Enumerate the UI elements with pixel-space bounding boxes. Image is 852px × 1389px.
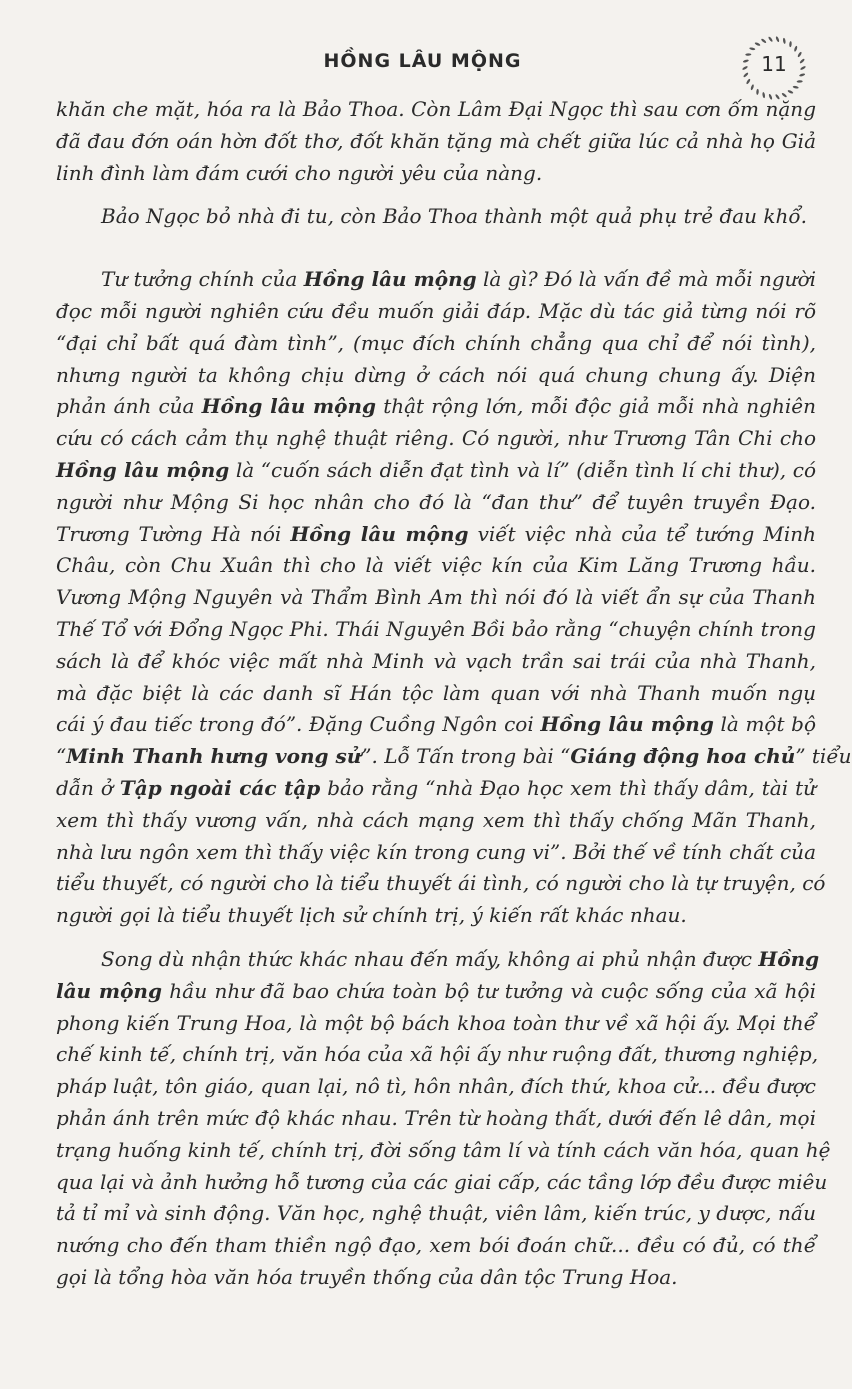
page-header	[0, 40, 845, 80]
paragraph-4	[56, 944, 831, 1294]
text-line: Vương Mộng Nguyên và Thẩm Bình Am thì nói đó là viết ẩn sự của Thanh	[56, 585, 816, 610]
book-title: Hồng lâu mộng	[290, 521, 469, 546]
text-line: “Minh Thanh hưng vong sử”. Lỗ Tấn trong bài “Giáng động hoa chủ” tiểu	[56, 744, 852, 769]
text-line: Trương Tường Hà nói Hồng lâu mộng viết việc nhà của tể tướng Minh	[56, 521, 816, 546]
book-title: Hồng lâu mộng	[540, 712, 714, 737]
book-title: Hồng lâu mộng	[303, 267, 477, 292]
text-line: người gọi là tiểu thuyết lịch sử chính trị, ý kiến rất khác nhau.	[56, 903, 687, 928]
paragraph-1	[56, 94, 816, 189]
text-line: đọc mỗi người nghiên cứu đều muốn giải đáp. Mặc dù tác giả từng nói rõ	[56, 298, 816, 323]
book-title: Hồng lâu mộng	[201, 394, 377, 419]
text-line: chế kinh tế, chính trị, văn hóa của xã hội ấy như ruộng đất, thương nghiệp,	[56, 1042, 819, 1067]
wreath-leaf	[761, 38, 767, 44]
text-line: nướng cho đến tham thiền ngộ đạo, xem bói đoán chữ... đều có đủ, có thể	[56, 1233, 816, 1258]
wreath-leaf	[797, 80, 803, 83]
text-line: người như Mộng Si học nhân cho đó là “đan thư” để tuyên truyền Đạo.	[56, 489, 816, 514]
text-line: Bảo Ngọc bỏ nhà đi tu, còn Bảo Thoa thành một quả phụ trẻ đau khổ.	[101, 204, 807, 229]
text-line: gọi là tổng hòa văn hóa truyền thống của dân tộc Trung Hoa.	[56, 1264, 678, 1289]
text-line: Thế Tổ với Đổng Ngọc Phi. Thái Nguyên Bồi bảo rằng “chuyện chính trong	[56, 616, 816, 641]
text-line: nhà lưu ngôn xem thì thấy việc kín trong cung vi”. Bởi thế về tính chất của	[56, 839, 816, 864]
body-text	[56, 94, 852, 1294]
wreath-leaf	[775, 36, 780, 42]
text-line: Song dù nhận thức khác nhau đến mấy, không ai phủ nhận được Hồng	[101, 946, 820, 971]
text-line: nhưng người ta không chịu dừng ở cách nói quá chung chung ấy. Diện	[56, 362, 816, 387]
book-title: Minh Thanh hưng vong sử	[66, 744, 362, 769]
text-line: tả tỉ mỉ và sinh động. Văn học, nghệ thuật, viên lâm, kiến trúc, y dược, nấu	[56, 1201, 816, 1226]
wreath-leaf	[754, 42, 760, 47]
wreath-leaf	[783, 38, 786, 44]
paragraph-3	[56, 264, 852, 932]
wreath-leaf	[789, 41, 792, 47]
text-line: phản ánh của Hồng lâu mộng thật rộng lớn, mỗi độc giả mỗi nhà nghiên	[56, 394, 816, 419]
text-line: phong kiến Trung Hoa, là một bộ bách khoa toàn thư về xã hội ấy. Mọi thể	[56, 1010, 816, 1035]
book-title: Giáng động hoa chủ	[570, 744, 796, 769]
text-line: cái ý đau tiếc trong đó”. Đặng Cuồng Ngôn coi Hồng lâu mộng là một bộ	[56, 712, 817, 737]
page-number: 11	[761, 52, 787, 76]
wreath-leaf	[746, 78, 751, 84]
paragraph-2	[56, 201, 816, 233]
wreath-leaf	[793, 85, 799, 89]
text-line: pháp luật, tôn giáo, quan lại, nô tì, hôn nhân, đích thứ, khoa cử... đều được	[56, 1074, 816, 1099]
running-title: HỒNG LÂU MỘNG	[323, 50, 522, 72]
book-title: Tập ngoài các tập	[119, 775, 321, 800]
wreath-leaf	[750, 84, 754, 90]
text-line: Hồng lâu mộng là “cuốn sách diễn đạt tình và lí” (diễn tình lí chi thư), có	[56, 457, 816, 482]
text-line: đã đau đớn oán hờn đốt thơ, đốt khăn tặng mà chết giữa lúc cả nhà họ Giả	[56, 128, 816, 153]
text-line: mà đặc biệt là các danh sĩ Hán tộc làm quan với nhà Thanh muốn ngụ	[56, 680, 816, 705]
text-line: khăn che mặt, hóa ra là Bảo Thoa. Còn Lâm Đại Ngọc thì sau cơn ốm nặng	[56, 97, 816, 121]
book-title: Hồng lâu mộng	[56, 457, 230, 482]
text-line: phản ánh trên mức độ khác nhau. Trên từ hoàng thất, dưới đến lê dân, mọi	[56, 1105, 816, 1130]
wreath-leaf	[749, 47, 755, 51]
text-line: xem thì thấy vương vấn, nhà cách mạng xem thì thấy chống Mãn Thanh,	[56, 807, 816, 832]
text-line: qua lại và ảnh hưởng hỗ tương của các giai cấp, các tầng lớp đều được miêu	[56, 1169, 828, 1194]
text-line: sách là để khóc việc mất nhà Minh và vạch trần sai trái của nhà Thanh,	[56, 648, 816, 673]
text-line: tiểu thuyết, có người cho là tiểu thuyết ái tình, có người cho là tự truyện, có	[56, 871, 826, 896]
text-line: “đại chỉ bất quá đàm tình”, (mục đích chính chẳng qua chỉ để nói tình),	[56, 330, 816, 355]
book-title: lâu mộng	[56, 978, 162, 1003]
text-line: Châu, còn Chu Xuân thì cho là viết việc kín của Kim Lăng Trương hầu.	[56, 553, 816, 578]
text-line: dẫn ở Tập ngoài các tập bảo rằng “nhà Đạo học xem thì thấy dâm, tài tử	[56, 775, 816, 800]
text-line: lâu mộng hầu như đã bao chứa toàn bộ tư tưởng và cuộc sống của xã hội	[56, 978, 816, 1003]
text-line: linh đình làm đám cưới cho người yêu của nàng.	[56, 160, 543, 185]
wreath-leaf	[768, 36, 774, 42]
book-title: Hồng	[758, 946, 820, 971]
text-line: cứu có cách cảm thụ nghệ thuật riêng. Có người, như Trương Tân Chi cho	[56, 426, 816, 451]
text-line: trạng huống kinh tế, chính trị, đời sống tâm lí và tính cách văn hóa, quan hệ	[56, 1137, 831, 1162]
text-line: Tư tưởng chính của Hồng lâu mộng là gì? Đó là vấn đề mà mỗi người	[101, 267, 817, 292]
